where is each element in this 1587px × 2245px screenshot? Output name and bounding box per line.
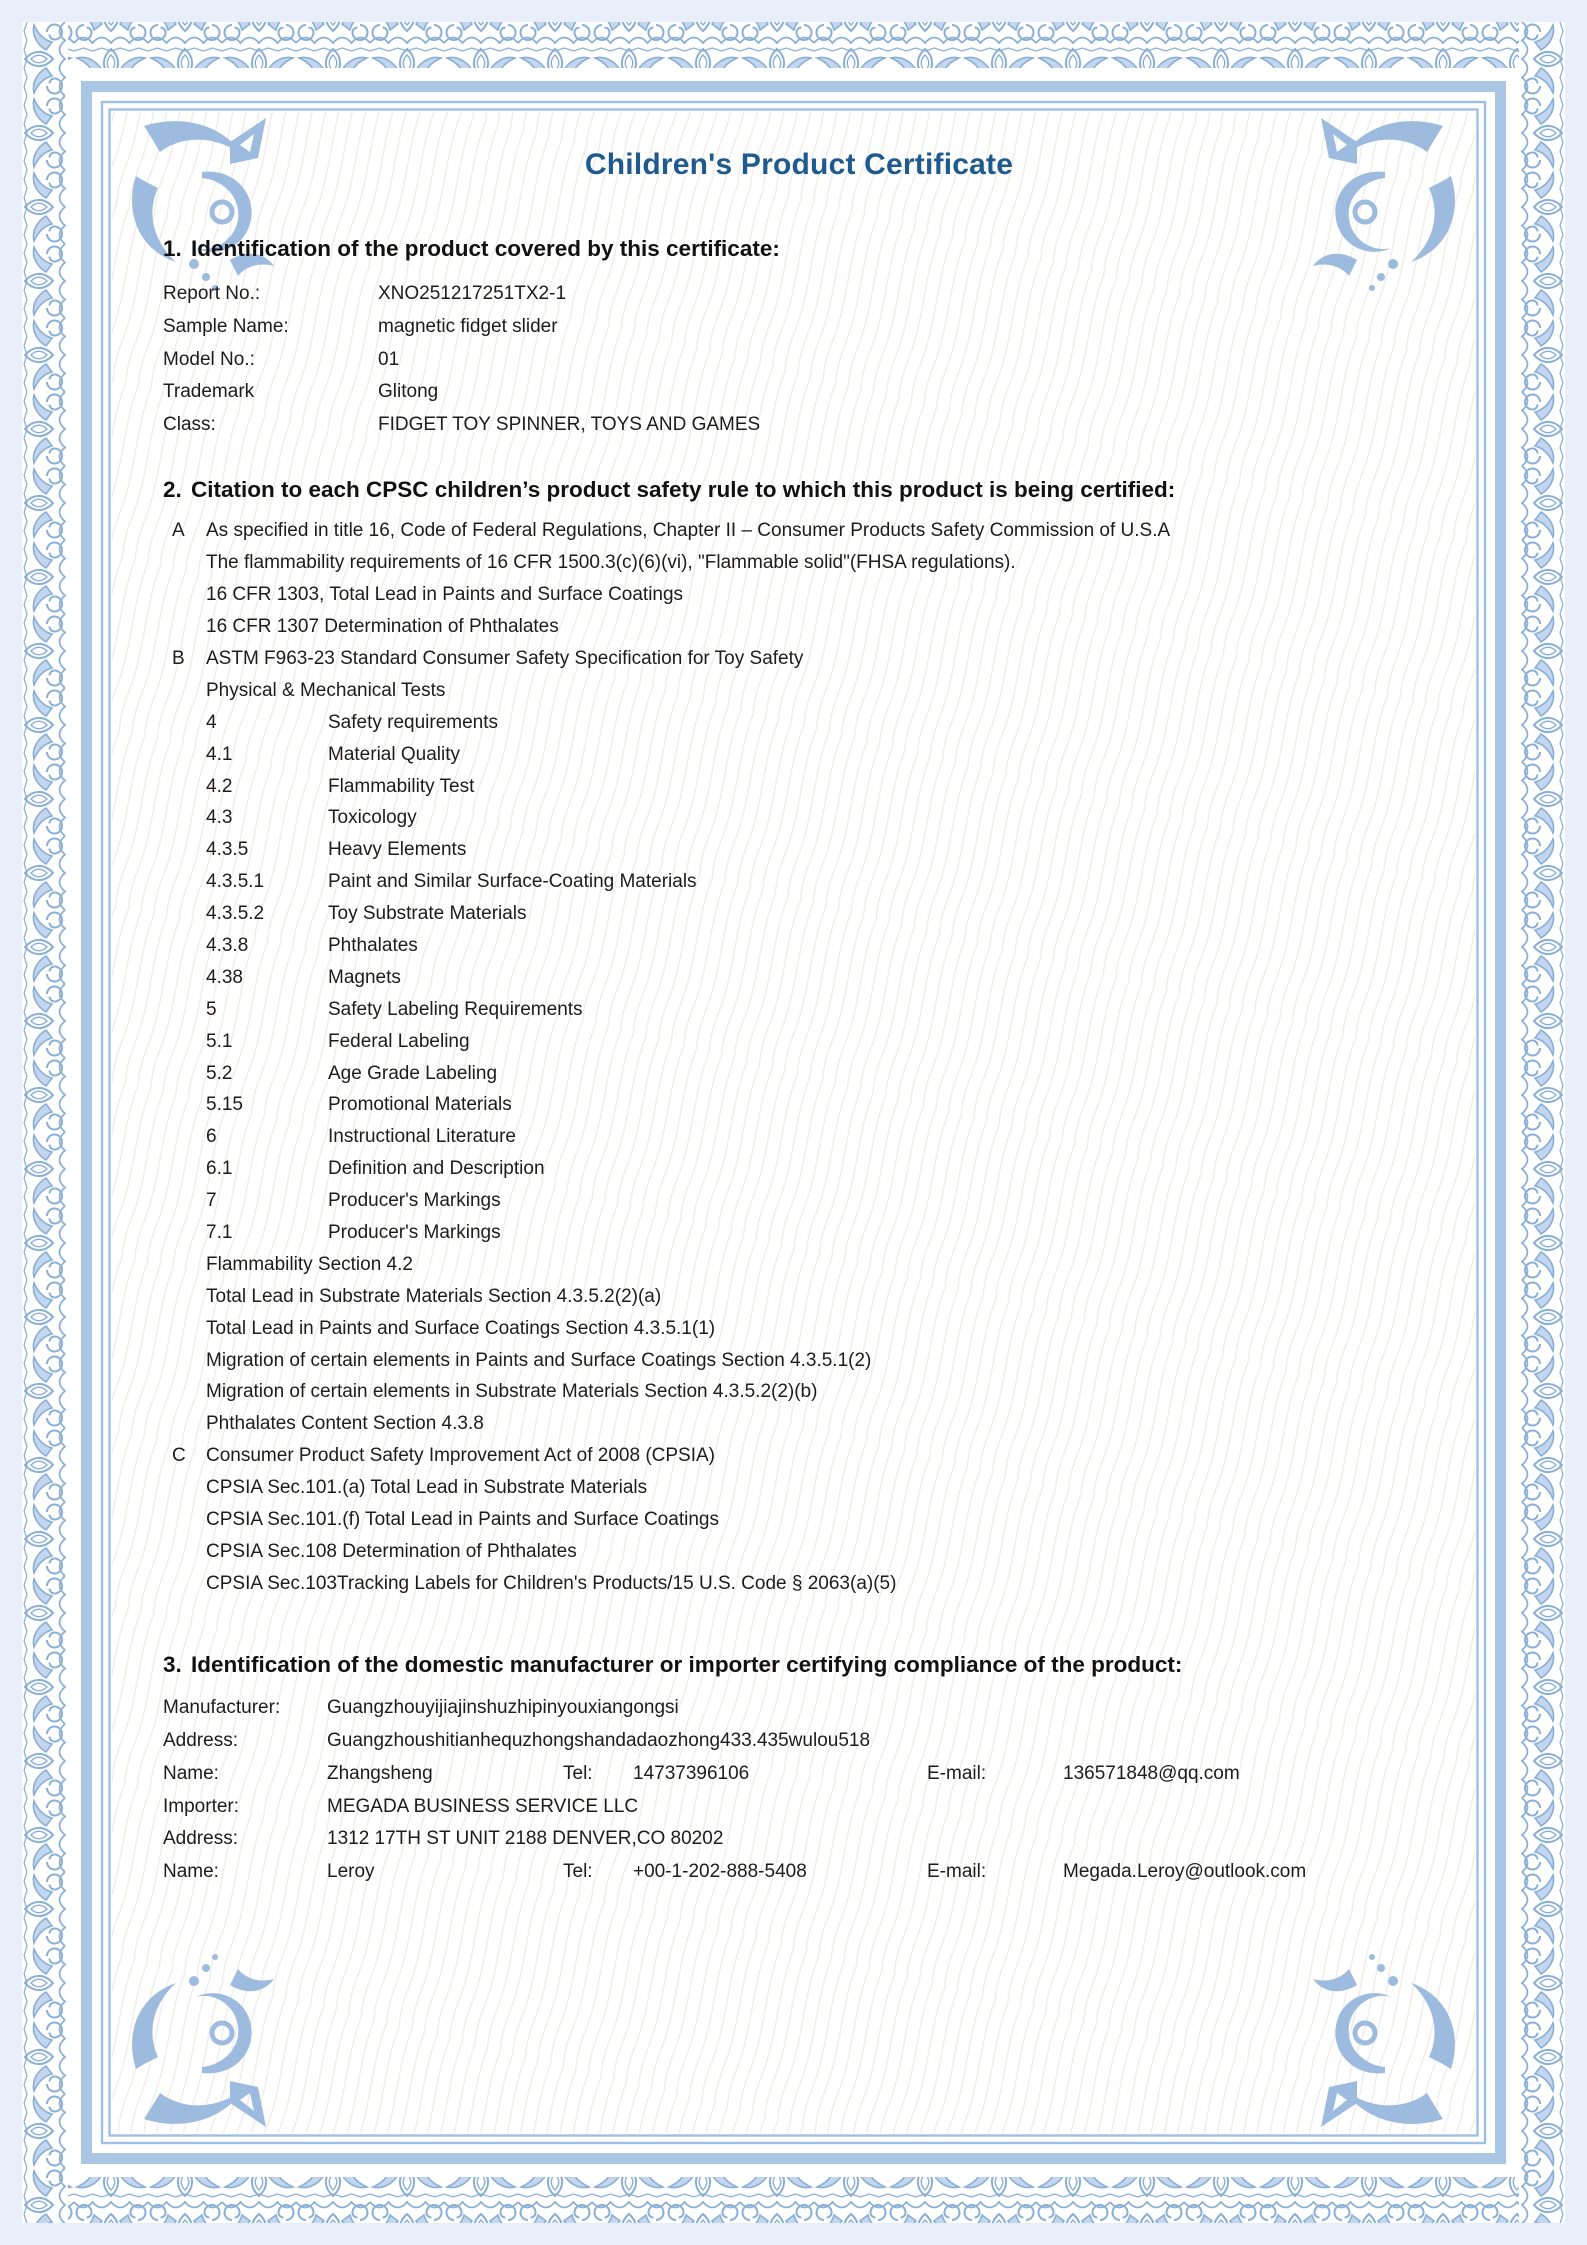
citation-clause-number: 5.2 [206, 1062, 233, 1084]
email-label: E-mail: [927, 1762, 987, 1784]
manufacturer-rows [163, 1692, 1435, 1889]
citation-clause-number: 5.1 [206, 1030, 233, 1052]
citation-row [172, 1472, 1435, 1504]
citation-clause-number: 4.3 [206, 807, 233, 829]
citation-text: Age Grade Labeling [328, 1062, 498, 1084]
citation-row [172, 802, 1435, 834]
citation-row [172, 611, 1435, 643]
citation-row [172, 994, 1435, 1026]
section3-heading-text: Identification of the domestic manufacturer or importer certifying compliance of the product: [191, 1651, 1183, 1677]
citation-letter: C [172, 1445, 186, 1467]
citation-row [172, 1026, 1435, 1058]
product-field-row [163, 343, 1435, 376]
citation-row [172, 675, 1435, 707]
citation-row [172, 515, 1435, 547]
section-manufacturer-importer [163, 1652, 1435, 1889]
field-label: Class: [163, 414, 216, 436]
row-label: Importer: [163, 1795, 240, 1817]
citation-row [172, 547, 1435, 579]
section1-number: 1. [163, 236, 182, 261]
citation-row [172, 707, 1435, 739]
citation-text: CPSIA Sec.101.(a) Total Lead in Substrate Materials [206, 1477, 648, 1499]
importer-name: MEGADA BUSINESS SERVICE LLC [327, 1795, 639, 1817]
citation-row [172, 898, 1435, 930]
citation-text: As specified in title 16, Code of Federal Regulations, Chapter II – Consumer Products Safety Commission of U.S.A [206, 520, 1171, 542]
section1-heading-text: Identification of the product covered by this certificate: [191, 236, 780, 261]
citation-row [172, 1089, 1435, 1121]
citation-clause-number: 5.15 [206, 1094, 243, 1116]
citation-letter: A [172, 520, 185, 542]
citation-row [172, 1217, 1435, 1249]
section2-heading [163, 477, 1435, 503]
citation-row [172, 1185, 1435, 1217]
manufacturer-row [163, 1692, 1435, 1725]
citation-text: Paint and Similar Surface-Coating Materials [328, 871, 697, 893]
citation-text: Toxicology [328, 807, 417, 829]
section3-heading [163, 1652, 1435, 1678]
citation-row [172, 1568, 1435, 1600]
citation-text: Phthalates [328, 934, 418, 956]
citation-clause-number: 4.3.5 [206, 839, 249, 861]
citation-row [172, 1058, 1435, 1090]
field-label: Report No.: [163, 283, 261, 305]
product-field-row [163, 376, 1435, 409]
citation-text: Toy Substrate Materials [328, 903, 527, 925]
citation-clause-number: 7.1 [206, 1221, 233, 1243]
tel-label: Tel: [563, 1762, 593, 1784]
citation-row [172, 1376, 1435, 1408]
citation-text: Producer's Markings [328, 1190, 501, 1212]
citation-row [172, 1536, 1435, 1568]
citation-text: Migration of certain elements in Substrate Materials Section 4.3.5.2(2)(b) [206, 1381, 818, 1403]
product-field-row [163, 409, 1435, 442]
citation-row [172, 771, 1435, 803]
row-label: Address: [163, 1729, 238, 1751]
citation-row [172, 1281, 1435, 1313]
field-value: FIDGET TOY SPINNER, TOYS AND GAMES [378, 414, 761, 436]
citation-letter: B [172, 647, 185, 669]
citation-text: Phthalates Content Section 4.3.8 [206, 1413, 484, 1435]
row-label: Address: [163, 1828, 238, 1850]
citation-text: Instructional Literature [328, 1126, 516, 1148]
citation-row [172, 1121, 1435, 1153]
citation-row [172, 1440, 1435, 1472]
citation-clause-number: 4.3.5.1 [206, 871, 265, 893]
citation-text: 16 CFR 1307 Determination of Phthalates [206, 616, 559, 638]
citation-text: Total Lead in Substrate Materials Section 4.3.5.2(2)(a) [206, 1285, 662, 1307]
field-label: Trademark [163, 381, 255, 403]
product-fields [163, 278, 1435, 441]
citation-row [172, 962, 1435, 994]
citation-list [172, 515, 1435, 1599]
manufacturer-contact-row [163, 1757, 1435, 1790]
citation-clause-number: 4.2 [206, 775, 233, 797]
product-field-row [163, 311, 1435, 344]
citation-text: CPSIA Sec.101.(f) Total Lead in Paints and Surface Coatings [206, 1508, 719, 1530]
citation-text: Migration of certain elements in Paints and Surface Coatings Section 4.3.5.1(2) [206, 1349, 872, 1371]
citation-clause-number: 4 [206, 711, 217, 733]
citation-clause-number: 4.38 [206, 966, 243, 988]
row-label: Name: [163, 1861, 219, 1883]
citation-row [172, 643, 1435, 675]
tel-value: +00-1-202-888-5408 [633, 1861, 807, 1883]
citation-text: 16 CFR 1303, Total Lead in Paints and Surface Coatings [206, 584, 684, 606]
citation-row [172, 866, 1435, 898]
email-value: Megada.Leroy@outlook.com [1063, 1861, 1307, 1883]
citation-row [172, 1408, 1435, 1440]
citation-clause-number: 4.3.8 [206, 934, 249, 956]
citation-text: Flammability Test [328, 775, 475, 797]
citation-text: Promotional Materials [328, 1094, 512, 1116]
citation-text: Producer's Markings [328, 1221, 501, 1243]
section2-number: 2. [163, 477, 182, 503]
contact-name: Zhangsheng [327, 1762, 433, 1784]
citation-clause-number: 4.3.5.2 [206, 903, 265, 925]
field-value: XNO251217251TX2-1 [378, 283, 567, 305]
field-value: 01 [378, 348, 400, 370]
citation-clause-number: 7 [206, 1190, 217, 1212]
importer-address-row [163, 1823, 1435, 1856]
section1-heading [163, 236, 1435, 262]
contact-name: Leroy [327, 1861, 375, 1883]
citation-text: CPSIA Sec.103Tracking Labels for Children's Products/15 U.S. Code § 2063(a)(5) [206, 1572, 897, 1594]
citation-row [172, 1249, 1435, 1281]
citation-row [172, 739, 1435, 771]
citation-row [172, 930, 1435, 962]
citation-text: Flammability Section 4.2 [206, 1253, 413, 1275]
importer-row [163, 1790, 1435, 1823]
row-label: Manufacturer: [163, 1697, 281, 1719]
citation-row [172, 1313, 1435, 1345]
section2-heading-text: Citation to each CPSC children’s product safety rule to which this product is being certified: [191, 477, 1176, 503]
citation-text: Consumer Product Safety Improvement Act of 2008 (CPSIA) [206, 1445, 716, 1467]
section3-number: 3. [163, 1651, 182, 1677]
citation-text: Definition and Description [328, 1158, 545, 1180]
tel-label: Tel: [563, 1861, 593, 1883]
citation-text: Material Quality [328, 743, 460, 765]
citation-text: Physical & Mechanical Tests [206, 679, 446, 701]
certificate-title: Children's Product Certificate [584, 148, 1014, 181]
citation-clause-number: 6.1 [206, 1158, 233, 1180]
field-value: Glitong [378, 381, 439, 403]
product-field-row [163, 278, 1435, 311]
citation-row [172, 1153, 1435, 1185]
email-label: E-mail: [927, 1861, 987, 1883]
section-product-identification [163, 236, 1435, 441]
certificate-content [112, 112, 1475, 2133]
field-value: magnetic fidget slider [378, 316, 558, 338]
citation-text: Federal Labeling [328, 1030, 470, 1052]
manufacturer-address: Guangzhoushitianhequzhongshandadaozhong433.435wulou518 [327, 1729, 871, 1751]
manufacturer-address-row [163, 1725, 1435, 1758]
row-label: Name: [163, 1762, 219, 1784]
citation-text: Heavy Elements [328, 839, 467, 861]
email-value: 136571848@qq.com [1063, 1762, 1240, 1784]
citation-row [172, 1504, 1435, 1536]
manufacturer-name: Guangzhouyijiajinshuzhipinyouxiangongsi [327, 1697, 679, 1719]
importer-address: 1312 17TH ST UNIT 2188 DENVER,CO 80202 [327, 1828, 724, 1850]
citation-clause-number: 5 [206, 998, 217, 1020]
citation-row [172, 834, 1435, 866]
citation-text: Safety Labeling Requirements [328, 998, 583, 1020]
citation-text: ASTM F963-23 Standard Consumer Safety Specification for Toy Safety [206, 647, 804, 669]
citation-clause-number: 6 [206, 1126, 217, 1148]
citation-text: Safety requirements [328, 711, 499, 733]
citation-text: The flammability requirements of 16 CFR 1500.3(c)(6)(vi), "Flammable solid"(FHSA regulations). [206, 552, 1016, 574]
section-safety-rule-citations [163, 477, 1435, 1599]
citation-text: CPSIA Sec.108 Determination of Phthalates [206, 1540, 577, 1562]
citation-row [172, 1345, 1435, 1377]
importer-contact-row [163, 1856, 1435, 1889]
citation-text: Magnets [328, 966, 401, 988]
citation-clause-number: 4.1 [206, 743, 233, 765]
citation-row [172, 579, 1435, 611]
tel-value: 14737396106 [633, 1762, 750, 1784]
field-label: Sample Name: [163, 316, 289, 338]
citation-text: Total Lead in Paints and Surface Coatings Section 4.3.5.1(1) [206, 1317, 716, 1339]
field-label: Model No.: [163, 348, 255, 370]
